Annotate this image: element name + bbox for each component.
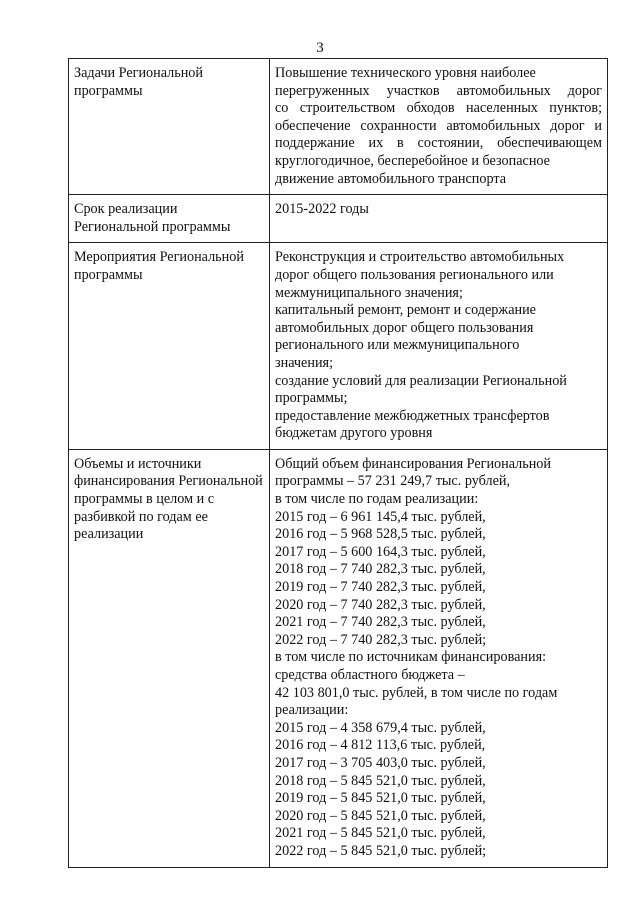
row-value (270, 243, 608, 450)
row-label: Срок реализации Региональной программы (69, 195, 270, 243)
table-row (69, 449, 608, 867)
row-value (270, 59, 608, 195)
value-line: 2015 год – 4 358 679,4 тыс. рублей, (275, 719, 486, 736)
row-label: Мероприятия Региональной программы (69, 243, 270, 450)
value-line: 2017 год – 5 600 164,3 тыс. рублей, (275, 543, 486, 560)
value-line: программы; (275, 390, 348, 407)
row-value (270, 195, 608, 243)
row-value (270, 449, 608, 867)
value-line: перегруженных участков автомобильных дорог (275, 82, 603, 99)
value-line: капитальный ремонт, ремонт и содержание (275, 302, 536, 319)
value-line: межмуниципального значения; (275, 284, 463, 301)
value-line: 2020 год – 5 845 521,0 тыс. рублей, (275, 807, 486, 824)
value-line: круглогодичное, бесперебойное и безопасное (275, 152, 550, 169)
table-row (69, 195, 608, 243)
value-line: бюджетам другого уровня (275, 425, 433, 442)
value-line: автомобильных дорог общего пользования (275, 319, 534, 336)
value-line: 2021 год – 5 845 521,0 тыс. рублей, (275, 825, 486, 842)
value-line: реализации: (275, 702, 349, 719)
table-body (69, 59, 608, 868)
value-line: 42 103 801,0 тыс. рублей, в том числе по годам (275, 684, 558, 701)
value-line: программы – 57 231 249,7 тыс. рублей, (275, 473, 511, 490)
value-line: 2022 год – 5 845 521,0 тыс. рублей; (275, 842, 487, 859)
value-line: Повышение технического уровня наиболее (275, 65, 536, 81)
value-line: 2018 год – 7 740 282,3 тыс. рублей, (275, 561, 486, 578)
value-line: 2017 год – 3 705 403,0 тыс. рублей, (275, 754, 486, 771)
value-line: 2020 год – 7 740 282,3 тыс. рублей, (275, 596, 486, 613)
row-label: Задачи Региональной программы (69, 59, 270, 195)
value-line: в том числе по источникам финансирования: (275, 649, 547, 666)
value-line: со строительством обходов населенных пунктов; (275, 100, 603, 117)
page-number: 3 (316, 40, 324, 56)
value-line: предоставление межбюджетных трансфертов (275, 407, 550, 424)
value-line: Реконструкция и строительство автомобильных (275, 249, 565, 266)
program-passport-table (68, 58, 608, 868)
value-line: 2015-2022 годы (275, 201, 369, 218)
value-line: в том числе по годам реализации: (275, 491, 479, 508)
value-line: 2021 год – 7 740 282,3 тыс. рублей, (275, 614, 486, 631)
value-line: средства областного бюджета – (275, 667, 465, 683)
value-line: обеспечение сохранности автомобильных дорог и (275, 117, 602, 134)
value-line: 2018 год – 5 845 521,0 тыс. рублей, (275, 772, 486, 789)
value-line: 2022 год – 7 740 282,3 тыс. рублей; (275, 631, 487, 648)
table-row (69, 59, 608, 195)
table-row (69, 243, 608, 450)
value-line: 2015 год – 6 961 145,4 тыс. рублей, (275, 508, 486, 525)
value-line: создание условий для реализации Региональной (275, 372, 567, 389)
value-line: 2019 год – 5 845 521,0 тыс. рублей, (275, 790, 486, 807)
value-line: регионального или межмуниципального (275, 337, 520, 354)
value-line: 2016 год – 5 968 528,5 тыс. рублей, (275, 526, 486, 543)
value-line: дорог общего пользования регионального или (275, 266, 554, 283)
value-line: Общий объем финансирования Региональной (275, 455, 551, 472)
value-line: движение автомобильного транспорта (275, 170, 507, 187)
value-line: поддержание их в состоянии, обеспечивающем (275, 135, 603, 152)
value-line: 2019 год – 7 740 282,3 тыс. рублей, (275, 579, 486, 596)
value-line: 2016 год – 4 812 113,6 тыс. рублей, (275, 737, 486, 754)
row-label: Объемы и источники финансирования Региональной программы в целом и с разбивкой по годам ее реализации (69, 449, 270, 867)
value-line: значения; (275, 354, 334, 371)
